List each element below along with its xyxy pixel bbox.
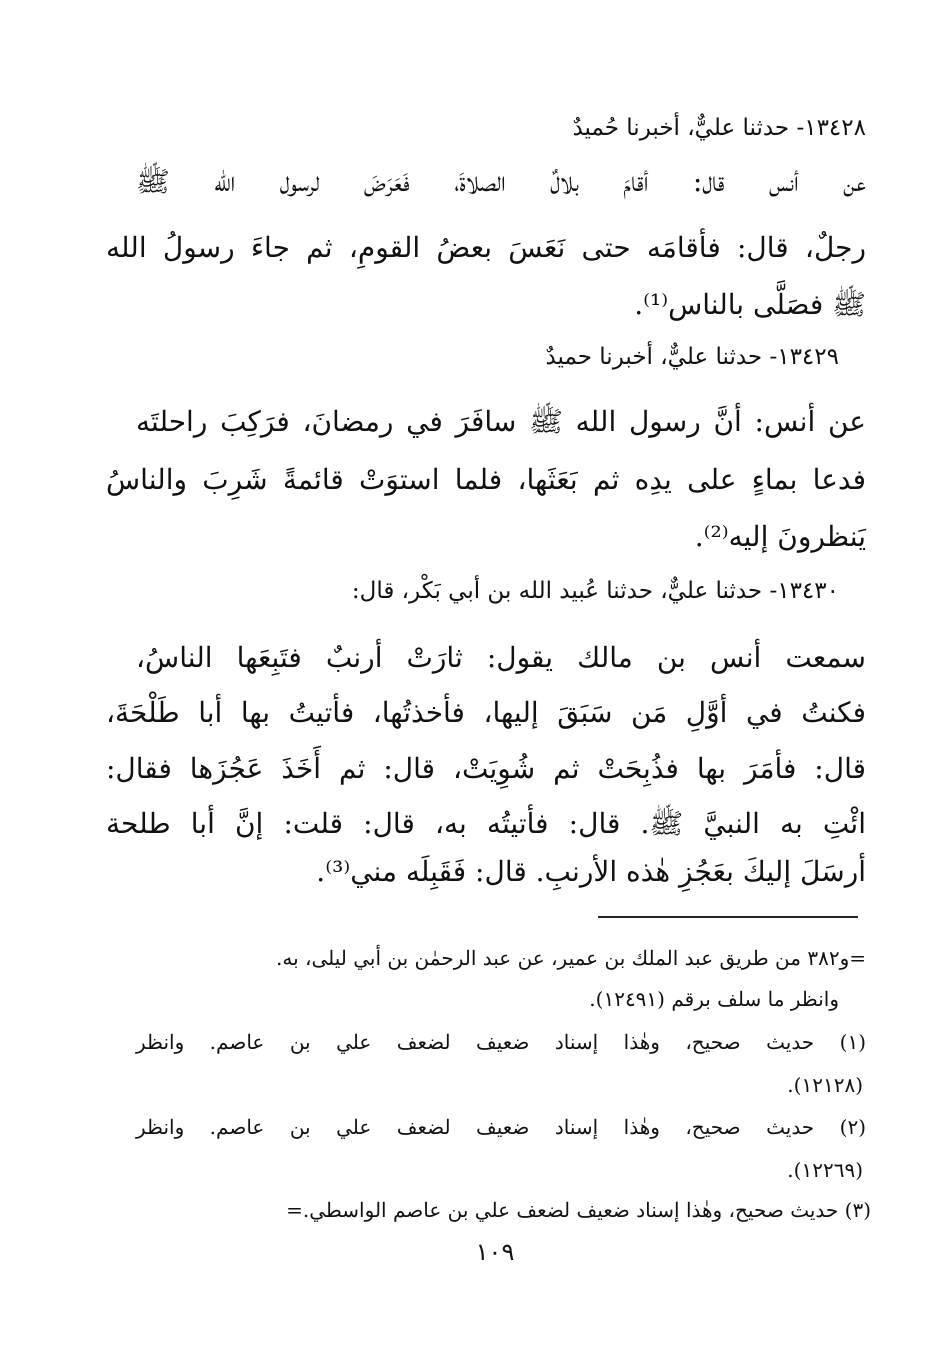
hadith-text-line: ﷺ فصَلَّى بالناس⁽¹⁾.: [634, 288, 866, 321]
footnote-2-continued: (١٢٢٦٩).: [787, 1158, 863, 1182]
footnote-continued-line: وانظر ما سلف برقم (١٢٤٩١).: [589, 987, 839, 1011]
hadith-heading-13429: ١٣٤٢٩- حدثنا عليٌّ، أخبرنا حميدٌ: [545, 344, 839, 370]
hadith-heading-13428: ١٣٤٢٨- حدثنا عليٌّ، أخبرنا حُميدٌ: [572, 115, 866, 141]
page-number: ١٠٩: [475, 1238, 515, 1266]
hadith-text-line: قال: فأمَرَ بها فذُبِحَتْ ثم شُوِيَتْ، قال: ثم أَخَذَ عَجُزَها فقال:: [106, 752, 866, 785]
footnote-continued-line: =و٣٨٢ من طريق عبد الملك بن عمير، عن عبد الرحمٰن بن أبي ليلى، به.: [276, 946, 866, 970]
footnote-2: (٢) حديث صحيح، وهٰذا إسناد ضعيف لضعف علي بن عاصم. وانظر: [136, 1115, 866, 1139]
hadith-text-line: عن أنس: أنَّ رسول الله ﷺ سافَرَ في رمضانَ، فرَكِبَ راحلتَه: [136, 405, 866, 438]
hadith-text-line: رجلٌ، قال: فأقامَه حتى نَعَسَ بعضُ القومِ، ثم جاءَ رسولُ الله: [106, 231, 867, 264]
hadith-text-line: عن أنس قال: أقامَ بلالٌ الصلاةَ، فَعَرَضَ لرسول الله ﷺ: [136, 165, 866, 198]
footnote-3: (٣) حديث صحيح، وهٰذا إسناد ضعيف لضعف علي بن عاصم الواسطي.=: [286, 1198, 871, 1222]
hadith-text-line: يَنظرونَ إليه⁽²⁾.: [694, 520, 866, 553]
hadith-text-line: سمعت أنس بن مالك يقول: ثارَتْ أرنبٌ فتَبِعَها الناسُ،: [136, 641, 866, 674]
footnote-separator: [598, 916, 858, 918]
hadith-heading-13430: ١٣٤٣٠- حدثنا عليٌّ، حدثنا عُبيد الله بن أبي بَكْر، قال:: [351, 578, 839, 604]
hadith-text-line: فكنتُ في أوَّلِ مَن سَبَقَ إليها، فأخذتُها، فأتيتُ بها أبا طَلْحَةَ،: [106, 696, 866, 729]
footnote-1-continued: (١٢١٢٨).: [787, 1073, 863, 1097]
footnote-1: (١) حديث صحيح، وهٰذا إسناد ضعيف لضعف علي بن عاصم. وانظر: [136, 1030, 866, 1054]
hadith-text-line: أرسَلَ إليكَ بعَجُزِ هٰذه الأرنبِ. قال: فَقَبِلَه مني⁽³⁾.: [316, 855, 866, 888]
hadith-text-line: ائْتِ به النبيَّ ﷺ. قال: فأتيتُه به، قال: قلت: إنَّ أبا طلحة: [106, 807, 866, 840]
hadith-text-line: فدعا بماءٍ على يدِه ثم بَعَثَها، فلما استوَتْ قائمةً شَرِبَ والناسُ: [106, 463, 866, 496]
